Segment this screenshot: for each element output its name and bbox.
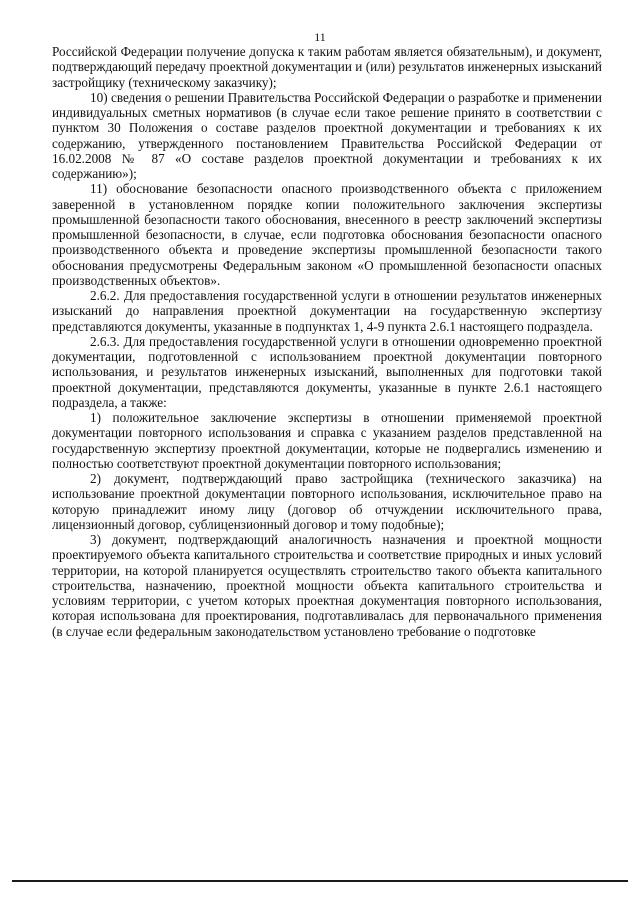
- paragraph-subitem-3: 3) документ, подтверждающий аналогичность назначения и проектной мощности проектируемого объекта капитального строительства и соответствие природных и иных условий территории, на которой планируется осуществлять строительство такого объекта капитального строительства, назначению, проектной мощности объекта капитального строительства и условиям территории, с учетом которых проектная документация повторного использования, которая использована для проектирования, подготавливалась для первоначального применения (в случае если федеральным законодательством установлено требование о подготовке: [52, 532, 602, 639]
- paragraph-subitem-2: 2) документ, подтверждающий право застройщика (технического заказчика) на использование проектной документации повторного использования, исключительное право на которую принадлежит иному лицу (договор об отчуждении исключительного права, лицензионный договор, сублицензионный договор и тому подобные);: [52, 471, 602, 532]
- bottom-rule: [12, 880, 628, 882]
- page-number: 11: [314, 30, 326, 44]
- document-body: [52, 44, 602, 639]
- paragraph-continuation: Российской Федерации получение допуска к таким работам является обязательным), и документ, подтверждающий передачу проектной документации и (или) результатов инженерных изысканий застройщику (техническому заказчику);: [52, 44, 602, 90]
- paragraph-item-11: 11) обоснование безопасности опасного производственного объекта с приложением заверенной в установленном порядке копии положительного заключения экспертизы промышленной безопасности такого обоснования, внесенного в реестр заключений экспертизы промышленной безопасности, в случае, если подготовка обоснования безопасности опасного производственного объекта и проведение экспертизы промышленной безопасности такого обоснования предусмотрены Федеральным законом «О промышленной безопасности опасных производственных объектов».: [52, 181, 602, 288]
- paragraph-2-6-2: 2.6.2. Для предоставления государственной услуги в отношении результатов инженерных изысканий до направления проектной документации на государственную экспертизу представляются документы, указанные в подпунктах 1, 4-9 пункта 2.6.1 настоящего подраздела.: [52, 288, 602, 334]
- paragraph-subitem-1: 1) положительное заключение экспертизы в отношении применяемой проектной документации повторного использования и справка с указанием разделов представленной на государственную экспертизу проектной документации, которые не подвергались изменению и полностью соответствуют проектной документации повторного использования;: [52, 410, 602, 471]
- paragraph-item-10: 10) сведения о решении Правительства Российской Федерации о разработке и применении индивидуальных сметных нормативов (в случае если такое решение принято в соответствии с пунктом 30 Положения о составе разделов проектной документации и требованиях к их содержанию, утвержденного постановлением Правительства Российской Федерации от 16.02.2008 № 87 «О составе разделов проектной документации и требованиях к их содержанию»);: [52, 89, 602, 181]
- paragraph-2-6-3: 2.6.3. Для предоставления государственной услуги в отношении одновременно проектной документации, подготовленной с использованием проектной документации повторного использования, и результатов инженерных изысканий, выполненных для подготовки такой проектной документации, представляются документы, указанные в пункте 2.6.1 настоящего подраздела, а также:: [52, 333, 602, 410]
